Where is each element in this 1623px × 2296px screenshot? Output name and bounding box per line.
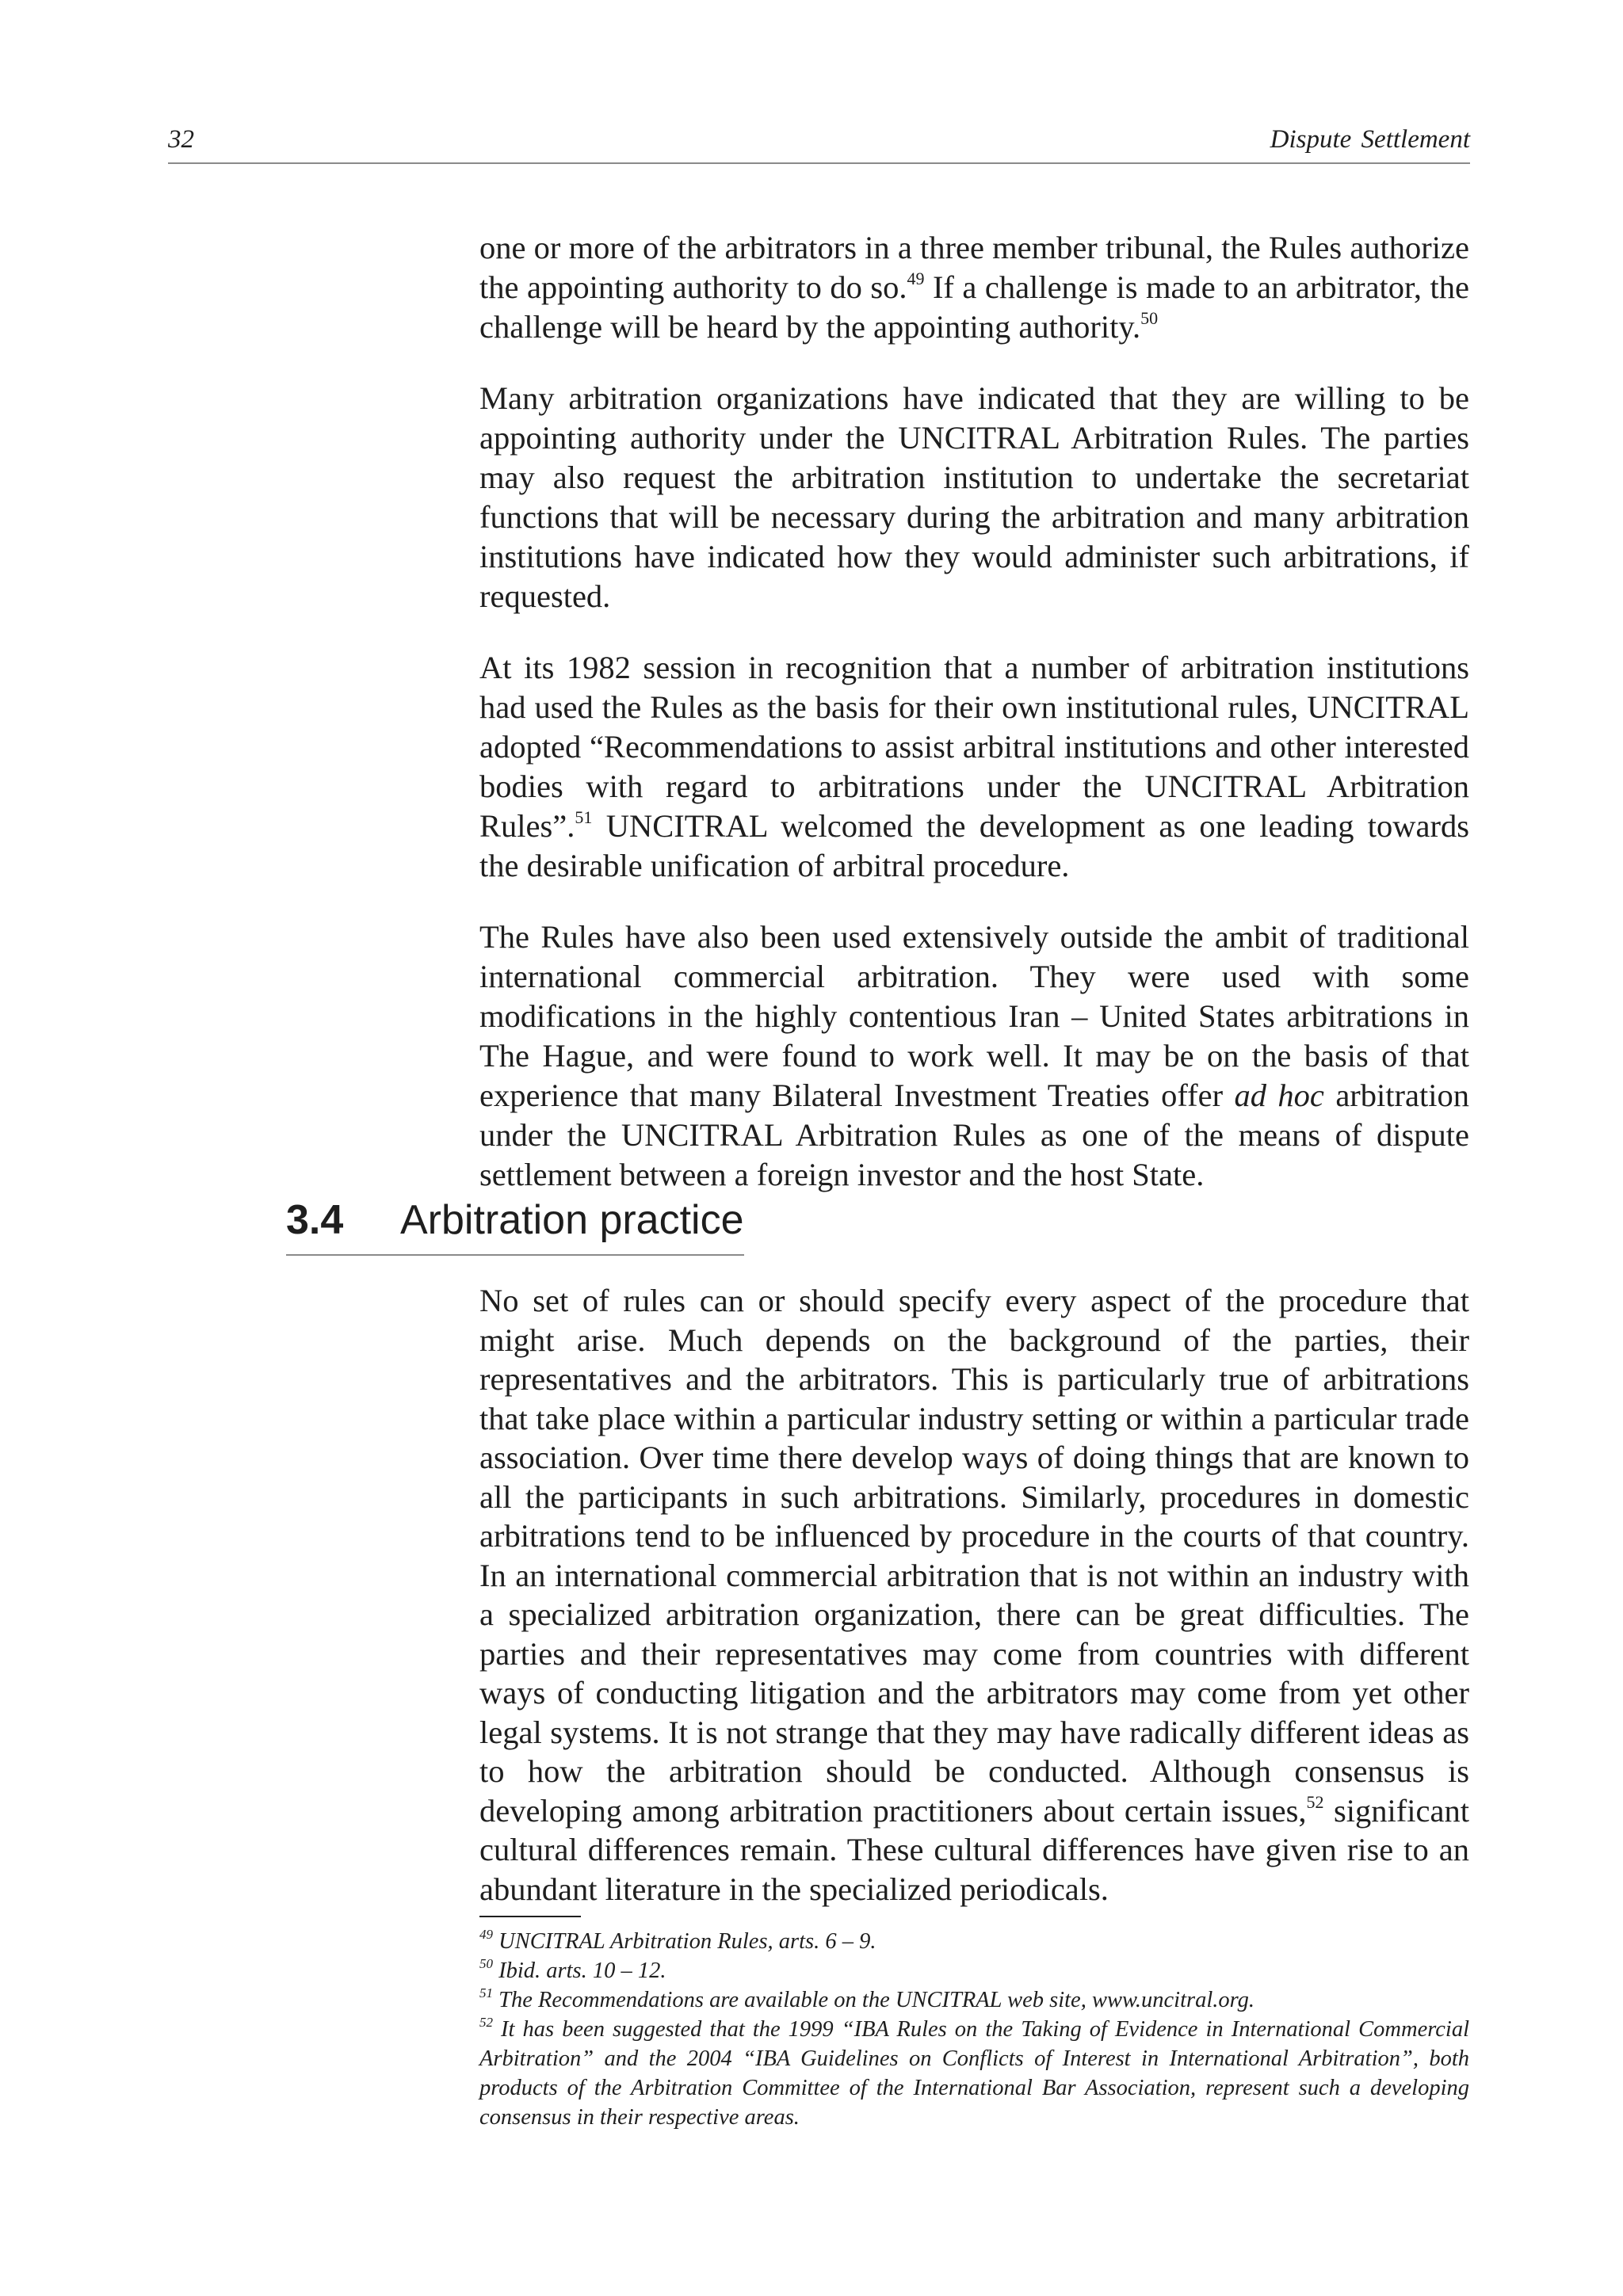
paragraph-text: UNCITRAL welcomed the development as one leading towards the desirable unification of arbitral procedure. [479,808,1469,883]
footnote-separator [479,1916,581,1917]
paragraph [479,648,1469,886]
paragraph-text: No set of rules can or should specify every aspect of the procedure that might arise. Much depends on the background of the parties, their representatives and the arbitrators. This is particularly true of arbitrations that take place within a particular industry setting or within a particular trade association. Over time there develop ways of doing things that are known to all the participants in such arbitrations. Similarly, procedures in domestic arbitrations tend to be influenced by procedure in the courts of that country. In an international commercial arbitration that is not within an industry with a specialized arbitration organization, there can be great difficulties. The parties and their representatives may come from countries with different ways of conducting litigation and the arbitrators may come from yet other legal systems. It is not strange that they may have radically different ideas as to how the arbitration should be conducted. Although consensus is developing among arbitration practitioners about certain issues, [479,1283,1469,1829]
paragraph [479,379,1469,616]
header-rule [168,162,1470,164]
running-title: Dispute Settlement [1270,125,1470,154]
paragraph-text: If a challenge is made to an arbitrator, the challenge will be heard by the appointing authority. [479,269,1469,345]
section-number: 3.4 [286,1197,344,1243]
footnote-ref: 50 [1140,308,1159,328]
footnote [479,1985,1469,2015]
footnote-ref: 49 [907,269,925,288]
paragraph-text: Many arbitration organizations have indicated that they are willing to be appointing authority under the UNCITRAL Arbitration Rules. The parties may also request the arbitration institution to undertake the secretariat functions that will be necessary during the arbitration and many arbitration institutions have indicated how they would administer such arbitrations, if requested. [479,380,1469,614]
footnote-text: It has been suggested that the 1999 “IBA Rules on the Taking of Evidence in International Commercial Arbitration” and the 2004 “IBA Guidelines on Conflicts of Interest in International Arbitration”, both products of the Arbitration Committee of the International Bar Association, represent such a developing consensus in their respective areas. [479,2017,1469,2130]
footnote-number: 51 [479,1985,493,2000]
footnote-number: 52 [479,2015,493,2030]
paragraph-text: The Rules have also been used extensively outside the ambit of traditional international commercial arbitration. They were used with some modifications in the highly contentious Iran – United States arbitrations in The Hague, and were found to work well. It may be on the basis of that experience that many Bilateral Investment Treaties offer [479,919,1469,1113]
footnote-text: Ibid. arts. 10 – 12. [493,1958,666,1983]
paragraph-text: significant cultural differences remain. These cultural differences have given rise to an abundant literature in the specialized periodicals. [479,1792,1469,1907]
footnote [479,1956,1469,1985]
footnote [479,2015,1469,2132]
footnote [479,1927,1469,1956]
section-heading [286,1192,744,1256]
paragraph-text: one or more of the arbitrators in a three member tribunal, the Rules authorize the appointing authority to do so. [479,230,1469,305]
footnote-text: UNCITRAL Arbitration Rules, arts. 6 – 9. [493,1929,876,1954]
page-number: 32 [168,125,194,154]
body-text [479,228,1469,1226]
footnote-ref: 52 [1306,1791,1324,1812]
footnotes [479,1927,1469,2132]
paragraph-text: arbitration under the UNCITRAL Arbitration Rules as one of the means of dispute settlement between a foreign investor and the host State. [479,1077,1470,1192]
footnote-ref: 51 [575,807,593,827]
paragraph [479,917,1469,1195]
section-title: Arbitration practice [400,1197,744,1243]
paragraph-text: At its 1982 session in recognition that a number of arbitration institutions had used the Rules as the basis for their own institutional rules, UNCITRAL adopted “Recommendations to assist arbitral institutions and other interested bodies with regard to arbitrations under the UNCITRAL Arbitration Rules”. [479,650,1469,844]
footnote-number: 50 [479,1956,493,1971]
section-paragraph [479,1281,1469,1909]
footnote-number: 49 [479,1927,493,1942]
emphasis-text: ad hoc [1234,1077,1324,1113]
footnote-text: The Recommendations are available on the UNCITRAL web site, www.uncitral.org. [493,1988,1255,2012]
paragraph [479,228,1469,347]
